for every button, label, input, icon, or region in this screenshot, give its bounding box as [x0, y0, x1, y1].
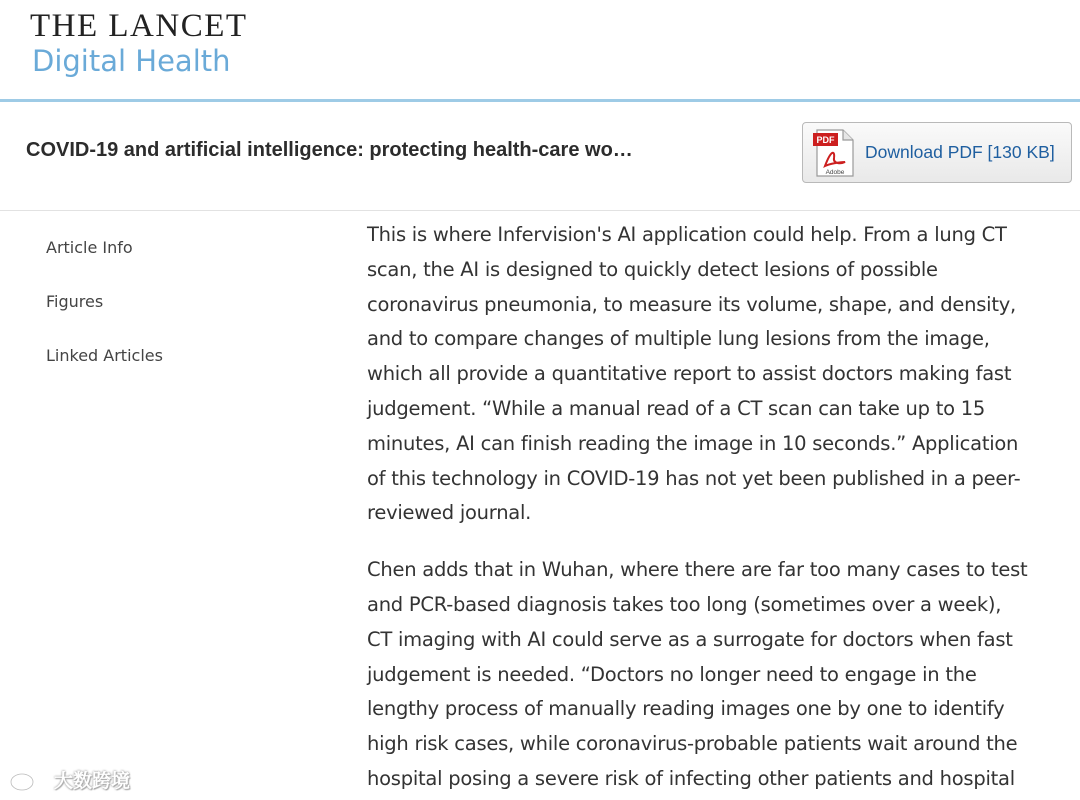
nav-item-linked-articles[interactable]: Linked Articles	[46, 346, 163, 365]
text-line: reviewed journal.	[367, 501, 532, 525]
text-line: coronavirus pneumonia, to measure its volume, shape, and density,	[367, 292, 1016, 316]
nav-item-figures[interactable]: Figures	[46, 292, 104, 311]
text-line: high risk cases, while coronavirus-probable patients wait around the	[367, 732, 1018, 756]
body-paragraph	[367, 553, 1047, 797]
text-line: hospital posing a severe risk of infecting other patients and hospital	[367, 766, 1015, 790]
body-paragraph	[367, 218, 1047, 531]
watermark	[8, 765, 130, 793]
text-line: and to compare changes of multiple lung lesions from the image,	[367, 327, 990, 351]
pdf-icon	[811, 128, 857, 178]
download-pdf-label: Download PDF [130 KB]	[865, 142, 1055, 162]
text-line: judgement. “While a manual read of a CT scan can take up to 15	[367, 396, 986, 420]
download-pdf-button[interactable]	[802, 122, 1072, 183]
text-line: Chen adds that in Wuhan, where there are far too many cases to test	[367, 558, 1028, 582]
text-line: lengthy process of manually reading images one by one to identify	[367, 697, 1005, 721]
text-line: and PCR-based diagnosis takes too long (sometimes over a week),	[367, 592, 1002, 616]
text-line: which all provide a quantitative report to assist doctors making fast	[367, 362, 1012, 386]
article-toolbar	[0, 102, 1080, 211]
text-line: CT imaging with AI could serve as a surrogate for doctors when fast	[367, 627, 1013, 651]
text-line: of this technology in COVID-19 has not yet been published in a peer-	[367, 466, 1021, 490]
nav-item-article-info[interactable]: Article Info	[46, 238, 133, 257]
journal-logo[interactable]	[30, 8, 248, 78]
pdf-icon-label: PDF	[816, 134, 835, 145]
article-body	[367, 218, 1047, 800]
weibo-logo-icon	[8, 765, 52, 793]
text-line: judgement is needed. “Doctors no longer need to engage in the	[367, 662, 977, 686]
watermark-text: 大数跨境	[54, 769, 131, 792]
journal-name-line1: THE LANCET	[30, 8, 248, 44]
article-side-nav	[46, 236, 163, 398]
journal-name-line2: Digital Health	[32, 44, 231, 78]
text-line: scan, the AI is designed to quickly detect lesions of possible	[367, 257, 938, 281]
article-title: COVID-19 and artificial intelligence: protecting health-care wo…	[26, 139, 633, 161]
adobe-label: Adobe	[825, 168, 845, 176]
text-line: minutes, AI can finish reading the image in 10 seconds.” Application	[367, 431, 1019, 455]
text-line: This is where Infervision's AI application could help. From a lung CT	[367, 223, 1007, 246]
